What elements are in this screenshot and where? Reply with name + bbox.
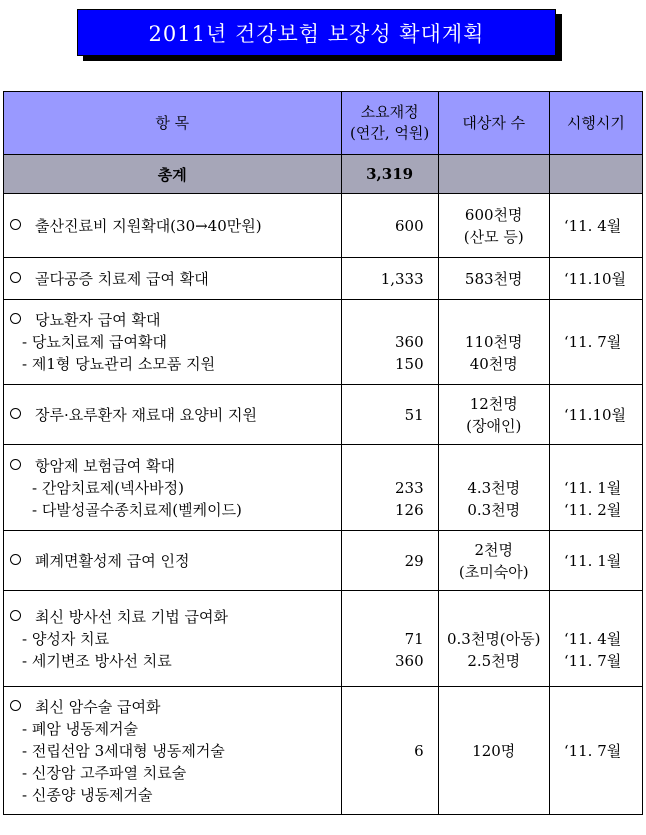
row-item-label: 출산진료비 지원확대(30→40만원) (35, 217, 262, 235)
row-cost: 6 (341, 687, 438, 815)
row-target-line1: 600천명 (464, 205, 523, 224)
row-period: ‘11. 7월 (549, 687, 642, 815)
row-subtarget: 4.3천명 (467, 478, 521, 497)
row-subperiod: ‘11. 7월 (563, 333, 622, 351)
row-cost (341, 445, 438, 531)
header-cost-line1: 소요재정 (360, 103, 419, 121)
row-period: ‘11. 1월 (549, 531, 642, 591)
row-cost: 29 (341, 531, 438, 591)
row-cost: 600 (341, 194, 438, 258)
bullet-circle-icon (10, 408, 21, 419)
header-row (4, 92, 643, 155)
row-target-line1: 12천명 (469, 394, 518, 413)
row-period (549, 591, 642, 687)
bullet-circle-icon (10, 554, 21, 565)
header-target: 대상자 수 (438, 92, 549, 155)
row-item (4, 445, 342, 531)
table-row (4, 687, 643, 815)
bullet-circle-icon (10, 459, 21, 470)
row-item (4, 194, 342, 258)
table-row (4, 591, 643, 687)
row-cost (341, 300, 438, 385)
row-subitem: - 신종양 냉동제거술 (22, 785, 153, 804)
row-target (438, 300, 549, 385)
row-target (438, 194, 549, 258)
row-period: ‘11. 4월 (549, 194, 642, 258)
row-cost: 1,333 (341, 258, 438, 300)
header-cost-line2: (연간, 억원) (349, 124, 430, 142)
row-item-label: 항암제 보험급여 확대 (35, 456, 175, 475)
header-cost (341, 92, 438, 155)
total-row (4, 155, 643, 194)
row-subcost: 126 (395, 500, 424, 519)
row-target: 120명 (438, 687, 549, 815)
row-target-line1: 2천명 (474, 540, 513, 559)
row-period (549, 300, 642, 385)
table-row (4, 194, 643, 258)
row-item (4, 531, 342, 591)
row-item-label: 당뇨환자 급여 확대 (35, 311, 161, 329)
row-subperiod: ‘11. 7월 (563, 651, 622, 670)
row-subitem: - 다발성골수종치료제(벨케이드) (32, 500, 242, 519)
row-target (438, 591, 549, 687)
row-item-label: 최신 방사선 치료 기법 급여화 (35, 607, 228, 626)
row-target: 583천명 (438, 258, 549, 300)
total-label: 총계 (4, 155, 342, 194)
table-row (4, 531, 643, 591)
row-item-heading (10, 309, 341, 331)
bullet-circle-icon (10, 700, 21, 711)
bullet-circle-icon (10, 272, 21, 283)
total-period (549, 155, 642, 194)
row-item-heading (10, 606, 341, 628)
row-subcost: 233 (395, 478, 424, 497)
row-subitem: - 전립선암 3세대형 냉동제거술 (22, 741, 225, 760)
row-subitem: - 폐암 냉동제거술 (22, 719, 139, 738)
table-row (4, 258, 643, 300)
bullet-circle-icon (10, 313, 21, 324)
row-subitem: - 당뇨치료제 급여확대 (22, 333, 168, 351)
row-target (438, 385, 549, 445)
page-title: 2011년 건강보험 보장성 확대계획 (77, 9, 556, 56)
row-period (549, 445, 642, 531)
plan-table (3, 91, 643, 815)
total-cost: 3,319 (341, 155, 438, 194)
row-period: ‘11.10월 (549, 385, 642, 445)
row-subitem: - 양성자 치료 (22, 629, 110, 648)
row-subcost: 71 (404, 629, 424, 648)
row-subperiod: ‘11. 2월 (563, 500, 622, 519)
total-target (438, 155, 549, 194)
row-item (4, 258, 342, 300)
row-item-label: 폐계면활성제 급여 인정 (35, 552, 190, 570)
row-subtarget: 0.3천명 (467, 500, 521, 519)
row-item-heading (10, 696, 341, 718)
table-row (4, 445, 643, 531)
row-subtarget: 40천명 (469, 355, 518, 373)
table-row (4, 385, 643, 445)
row-cost: 51 (341, 385, 438, 445)
row-item-label: 최신 암수술 급여화 (35, 697, 161, 716)
row-subitem: - 간암치료제(넥사바정) (32, 478, 184, 497)
row-subperiod: ‘11. 4월 (563, 629, 622, 648)
row-subitem: - 세기변조 방사선 치료 (22, 651, 172, 670)
row-subtarget: 0.3천명(아동) (446, 629, 541, 648)
row-subperiod: ‘11. 1월 (563, 478, 622, 497)
row-subtarget: 110천명 (464, 333, 523, 351)
row-subcost: 360 (395, 651, 424, 670)
row-subcost: 360 (395, 333, 424, 351)
row-target-line2: (산모 등) (463, 227, 524, 246)
row-item-heading (10, 455, 341, 477)
table-row (4, 300, 643, 385)
row-target (438, 445, 549, 531)
row-target-line2: (장애인) (466, 416, 522, 435)
row-cost (341, 591, 438, 687)
row-subitem: - 제1형 당뇨관리 소모품 지원 (22, 355, 216, 373)
row-item (4, 687, 342, 815)
row-target (438, 531, 549, 591)
row-period: ‘11.10월 (549, 258, 642, 300)
row-item (4, 300, 342, 385)
bullet-circle-icon (10, 219, 21, 230)
header-item: 항 목 (4, 92, 342, 155)
row-item-label: 골다공증 치료제 급여 확대 (35, 270, 209, 288)
header-period: 시행시기 (549, 92, 642, 155)
row-item (4, 385, 342, 445)
row-subcost: 150 (395, 355, 424, 373)
row-item-label: 장루·요루환자 재료대 요양비 지원 (35, 406, 257, 424)
row-subitem: - 신장암 고주파열 치료술 (22, 763, 187, 782)
bullet-circle-icon (10, 610, 21, 621)
row-subtarget: 2.5천명 (467, 651, 521, 670)
row-item (4, 591, 342, 687)
row-target-line2: (초미숙아) (458, 562, 529, 581)
